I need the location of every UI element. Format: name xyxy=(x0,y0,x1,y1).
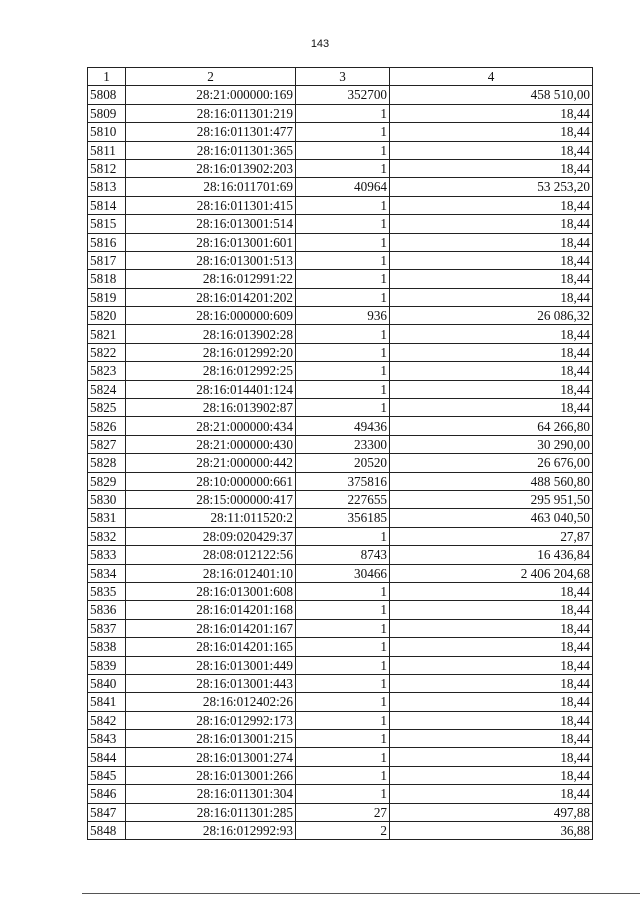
row-number-cell: 5823 xyxy=(88,362,126,380)
cadastral-number-cell: 28:16:013902:87 xyxy=(126,399,296,417)
area-value-cell: 1 xyxy=(296,123,390,141)
table-row xyxy=(88,748,593,766)
area-value-cell: 30466 xyxy=(296,564,390,582)
page-bottom-rule xyxy=(82,893,640,894)
row-number-cell: 5819 xyxy=(88,288,126,306)
area-value-cell: 1 xyxy=(296,380,390,398)
cadastral-number-cell: 28:16:012992:25 xyxy=(126,362,296,380)
amount-value-cell: 53 253,20 xyxy=(390,178,593,196)
row-number-cell: 5842 xyxy=(88,711,126,729)
table-row xyxy=(88,638,593,656)
column-header-4: 4 xyxy=(390,68,593,86)
amount-value-cell: 18,44 xyxy=(390,748,593,766)
row-number-cell: 5827 xyxy=(88,435,126,453)
amount-value-cell: 18,44 xyxy=(390,711,593,729)
column-header-2: 2 xyxy=(126,68,296,86)
amount-value-cell: 18,44 xyxy=(390,619,593,637)
table-row xyxy=(88,490,593,508)
table-row xyxy=(88,399,593,417)
amount-value-cell: 488 560,80 xyxy=(390,472,593,490)
row-number-cell: 5813 xyxy=(88,178,126,196)
area-value-cell: 227655 xyxy=(296,490,390,508)
row-number-cell: 5822 xyxy=(88,343,126,361)
row-number-cell: 5836 xyxy=(88,601,126,619)
page-number: 143 xyxy=(310,38,330,50)
table-row xyxy=(88,417,593,435)
area-value-cell: 1 xyxy=(296,399,390,417)
row-number-cell: 5846 xyxy=(88,785,126,803)
row-number-cell: 5843 xyxy=(88,730,126,748)
amount-value-cell: 36,88 xyxy=(390,822,593,840)
cadastral-number-cell: 28:16:013001:215 xyxy=(126,730,296,748)
amount-value-cell: 30 290,00 xyxy=(390,435,593,453)
area-value-cell: 1 xyxy=(296,270,390,288)
cadastral-number-cell: 28:16:014201:165 xyxy=(126,638,296,656)
amount-value-cell: 16 436,84 xyxy=(390,546,593,564)
cadastral-number-cell: 28:16:012992:20 xyxy=(126,343,296,361)
table-row xyxy=(88,711,593,729)
cadastral-number-cell: 28:16:014201:167 xyxy=(126,619,296,637)
table-row xyxy=(88,527,593,545)
amount-value-cell: 18,44 xyxy=(390,288,593,306)
amount-value-cell: 18,44 xyxy=(390,785,593,803)
amount-value-cell: 18,44 xyxy=(390,638,593,656)
registry-table xyxy=(87,67,593,840)
table-row xyxy=(88,159,593,177)
area-value-cell: 1 xyxy=(296,141,390,159)
row-number-cell: 5834 xyxy=(88,564,126,582)
cadastral-number-cell: 28:16:013902:203 xyxy=(126,159,296,177)
row-number-cell: 5832 xyxy=(88,527,126,545)
area-value-cell: 1 xyxy=(296,159,390,177)
row-number-cell: 5814 xyxy=(88,196,126,214)
cadastral-number-cell: 28:16:012402:26 xyxy=(126,693,296,711)
table-row xyxy=(88,693,593,711)
area-value-cell: 375816 xyxy=(296,472,390,490)
row-number-cell: 5848 xyxy=(88,822,126,840)
cadastral-number-cell: 28:16:013001:274 xyxy=(126,748,296,766)
table-row xyxy=(88,601,593,619)
area-value-cell: 1 xyxy=(296,362,390,380)
table-row xyxy=(88,656,593,674)
cadastral-number-cell: 28:16:013902:28 xyxy=(126,325,296,343)
area-value-cell: 1 xyxy=(296,693,390,711)
cadastral-number-cell: 28:08:012122:56 xyxy=(126,546,296,564)
row-number-cell: 5844 xyxy=(88,748,126,766)
cadastral-number-cell: 28:16:011301:477 xyxy=(126,123,296,141)
area-value-cell: 1 xyxy=(296,730,390,748)
cadastral-number-cell: 28:16:013001:601 xyxy=(126,233,296,251)
area-value-cell: 936 xyxy=(296,307,390,325)
cadastral-number-cell: 28:16:011701:69 xyxy=(126,178,296,196)
table-row xyxy=(88,766,593,784)
table-row xyxy=(88,546,593,564)
area-value-cell: 1 xyxy=(296,619,390,637)
table-row xyxy=(88,141,593,159)
cadastral-number-cell: 28:16:013001:443 xyxy=(126,674,296,692)
row-number-cell: 5840 xyxy=(88,674,126,692)
table-row xyxy=(88,104,593,122)
amount-value-cell: 463 040,50 xyxy=(390,509,593,527)
amount-value-cell: 18,44 xyxy=(390,674,593,692)
amount-value-cell: 18,44 xyxy=(390,656,593,674)
cadastral-number-cell: 28:16:013001:449 xyxy=(126,656,296,674)
row-number-cell: 5811 xyxy=(88,141,126,159)
amount-value-cell: 18,44 xyxy=(390,399,593,417)
row-number-cell: 5815 xyxy=(88,215,126,233)
amount-value-cell: 18,44 xyxy=(390,123,593,141)
row-number-cell: 5818 xyxy=(88,270,126,288)
table-row xyxy=(88,270,593,288)
area-value-cell: 1 xyxy=(296,233,390,251)
row-number-cell: 5831 xyxy=(88,509,126,527)
table-row xyxy=(88,803,593,821)
row-number-cell: 5825 xyxy=(88,399,126,417)
cadastral-number-cell: 28:16:012991:22 xyxy=(126,270,296,288)
table-row xyxy=(88,582,593,600)
area-value-cell: 1 xyxy=(296,674,390,692)
cadastral-number-cell: 28:16:011301:415 xyxy=(126,196,296,214)
area-value-cell: 1 xyxy=(296,711,390,729)
cadastral-number-cell: 28:16:011301:219 xyxy=(126,104,296,122)
area-value-cell: 1 xyxy=(296,251,390,269)
row-number-cell: 5835 xyxy=(88,582,126,600)
table-row xyxy=(88,380,593,398)
amount-value-cell: 18,44 xyxy=(390,270,593,288)
cadastral-number-cell: 28:16:011301:285 xyxy=(126,803,296,821)
area-value-cell: 1 xyxy=(296,325,390,343)
area-value-cell: 2 xyxy=(296,822,390,840)
amount-value-cell: 18,44 xyxy=(390,104,593,122)
cadastral-number-cell: 28:16:013001:514 xyxy=(126,215,296,233)
column-header-3: 3 xyxy=(296,68,390,86)
amount-value-cell: 2 406 204,68 xyxy=(390,564,593,582)
area-value-cell: 1 xyxy=(296,785,390,803)
table-body xyxy=(88,86,593,840)
table-row xyxy=(88,196,593,214)
area-value-cell: 1 xyxy=(296,196,390,214)
cadastral-number-cell: 28:16:000000:609 xyxy=(126,307,296,325)
area-value-cell: 8743 xyxy=(296,546,390,564)
amount-value-cell: 18,44 xyxy=(390,251,593,269)
area-value-cell: 1 xyxy=(296,638,390,656)
cadastral-number-cell: 28:16:012992:173 xyxy=(126,711,296,729)
table-header-row xyxy=(88,68,593,86)
cadastral-number-cell: 28:21:000000:169 xyxy=(126,86,296,104)
cadastral-number-cell: 28:16:011301:304 xyxy=(126,785,296,803)
amount-value-cell: 18,44 xyxy=(390,196,593,214)
area-value-cell: 1 xyxy=(296,601,390,619)
area-value-cell: 1 xyxy=(296,215,390,233)
amount-value-cell: 26 086,32 xyxy=(390,307,593,325)
table-row xyxy=(88,215,593,233)
cadastral-number-cell: 28:16:014201:202 xyxy=(126,288,296,306)
row-number-cell: 5839 xyxy=(88,656,126,674)
area-value-cell: 1 xyxy=(296,766,390,784)
cadastral-number-cell: 28:16:014401:124 xyxy=(126,380,296,398)
amount-value-cell: 27,87 xyxy=(390,527,593,545)
row-number-cell: 5828 xyxy=(88,454,126,472)
table-row xyxy=(88,288,593,306)
area-value-cell: 27 xyxy=(296,803,390,821)
row-number-cell: 5824 xyxy=(88,380,126,398)
amount-value-cell: 295 951,50 xyxy=(390,490,593,508)
cadastral-number-cell: 28:21:000000:442 xyxy=(126,454,296,472)
cadastral-number-cell: 28:16:013001:513 xyxy=(126,251,296,269)
row-number-cell: 5810 xyxy=(88,123,126,141)
column-header-1: 1 xyxy=(88,68,126,86)
amount-value-cell: 497,88 xyxy=(390,803,593,821)
table-row xyxy=(88,730,593,748)
amount-value-cell: 18,44 xyxy=(390,766,593,784)
cadastral-number-cell: 28:15:000000:417 xyxy=(126,490,296,508)
cadastral-number-cell: 28:16:013001:266 xyxy=(126,766,296,784)
area-value-cell: 1 xyxy=(296,748,390,766)
area-value-cell: 1 xyxy=(296,288,390,306)
amount-value-cell: 18,44 xyxy=(390,601,593,619)
table-row xyxy=(88,785,593,803)
row-number-cell: 5826 xyxy=(88,417,126,435)
table-row xyxy=(88,454,593,472)
row-number-cell: 5833 xyxy=(88,546,126,564)
cadastral-number-cell: 28:16:014201:168 xyxy=(126,601,296,619)
row-number-cell: 5808 xyxy=(88,86,126,104)
amount-value-cell: 18,44 xyxy=(390,343,593,361)
cadastral-number-cell: 28:10:000000:661 xyxy=(126,472,296,490)
area-value-cell: 1 xyxy=(296,104,390,122)
table-row xyxy=(88,362,593,380)
area-value-cell: 352700 xyxy=(296,86,390,104)
cadastral-number-cell: 28:16:013001:608 xyxy=(126,582,296,600)
table-row xyxy=(88,822,593,840)
amount-value-cell: 18,44 xyxy=(390,362,593,380)
row-number-cell: 5837 xyxy=(88,619,126,637)
amount-value-cell: 18,44 xyxy=(390,730,593,748)
area-value-cell: 1 xyxy=(296,343,390,361)
row-number-cell: 5816 xyxy=(88,233,126,251)
area-value-cell: 1 xyxy=(296,527,390,545)
table-row xyxy=(88,233,593,251)
cadastral-number-cell: 28:16:012992:93 xyxy=(126,822,296,840)
area-value-cell: 49436 xyxy=(296,417,390,435)
row-number-cell: 5809 xyxy=(88,104,126,122)
table-row xyxy=(88,343,593,361)
row-number-cell: 5845 xyxy=(88,766,126,784)
cadastral-number-cell: 28:21:000000:430 xyxy=(126,435,296,453)
amount-value-cell: 26 676,00 xyxy=(390,454,593,472)
table-row xyxy=(88,86,593,104)
table-row xyxy=(88,178,593,196)
cadastral-number-cell: 28:09:020429:37 xyxy=(126,527,296,545)
row-number-cell: 5812 xyxy=(88,159,126,177)
table-row xyxy=(88,472,593,490)
table-row xyxy=(88,123,593,141)
table-row xyxy=(88,509,593,527)
row-number-cell: 5817 xyxy=(88,251,126,269)
row-number-cell: 5830 xyxy=(88,490,126,508)
cadastral-number-cell: 28:21:000000:434 xyxy=(126,417,296,435)
amount-value-cell: 18,44 xyxy=(390,380,593,398)
amount-value-cell: 18,44 xyxy=(390,215,593,233)
table-row xyxy=(88,674,593,692)
amount-value-cell: 458 510,00 xyxy=(390,86,593,104)
amount-value-cell: 18,44 xyxy=(390,325,593,343)
area-value-cell: 356185 xyxy=(296,509,390,527)
row-number-cell: 5841 xyxy=(88,693,126,711)
row-number-cell: 5838 xyxy=(88,638,126,656)
area-value-cell: 40964 xyxy=(296,178,390,196)
row-number-cell: 5820 xyxy=(88,307,126,325)
row-number-cell: 5847 xyxy=(88,803,126,821)
amount-value-cell: 64 266,80 xyxy=(390,417,593,435)
cadastral-number-cell: 28:11:011520:2 xyxy=(126,509,296,527)
row-number-cell: 5821 xyxy=(88,325,126,343)
row-number-cell: 5829 xyxy=(88,472,126,490)
amount-value-cell: 18,44 xyxy=(390,582,593,600)
table-row xyxy=(88,619,593,637)
table-row xyxy=(88,564,593,582)
amount-value-cell: 18,44 xyxy=(390,141,593,159)
amount-value-cell: 18,44 xyxy=(390,159,593,177)
table-row xyxy=(88,251,593,269)
area-value-cell: 1 xyxy=(296,656,390,674)
table-row xyxy=(88,307,593,325)
amount-value-cell: 18,44 xyxy=(390,233,593,251)
amount-value-cell: 18,44 xyxy=(390,693,593,711)
cadastral-number-cell: 28:16:012401:10 xyxy=(126,564,296,582)
area-value-cell: 20520 xyxy=(296,454,390,472)
cadastral-number-cell: 28:16:011301:365 xyxy=(126,141,296,159)
area-value-cell: 1 xyxy=(296,582,390,600)
area-value-cell: 23300 xyxy=(296,435,390,453)
table-row xyxy=(88,325,593,343)
table-row xyxy=(88,435,593,453)
